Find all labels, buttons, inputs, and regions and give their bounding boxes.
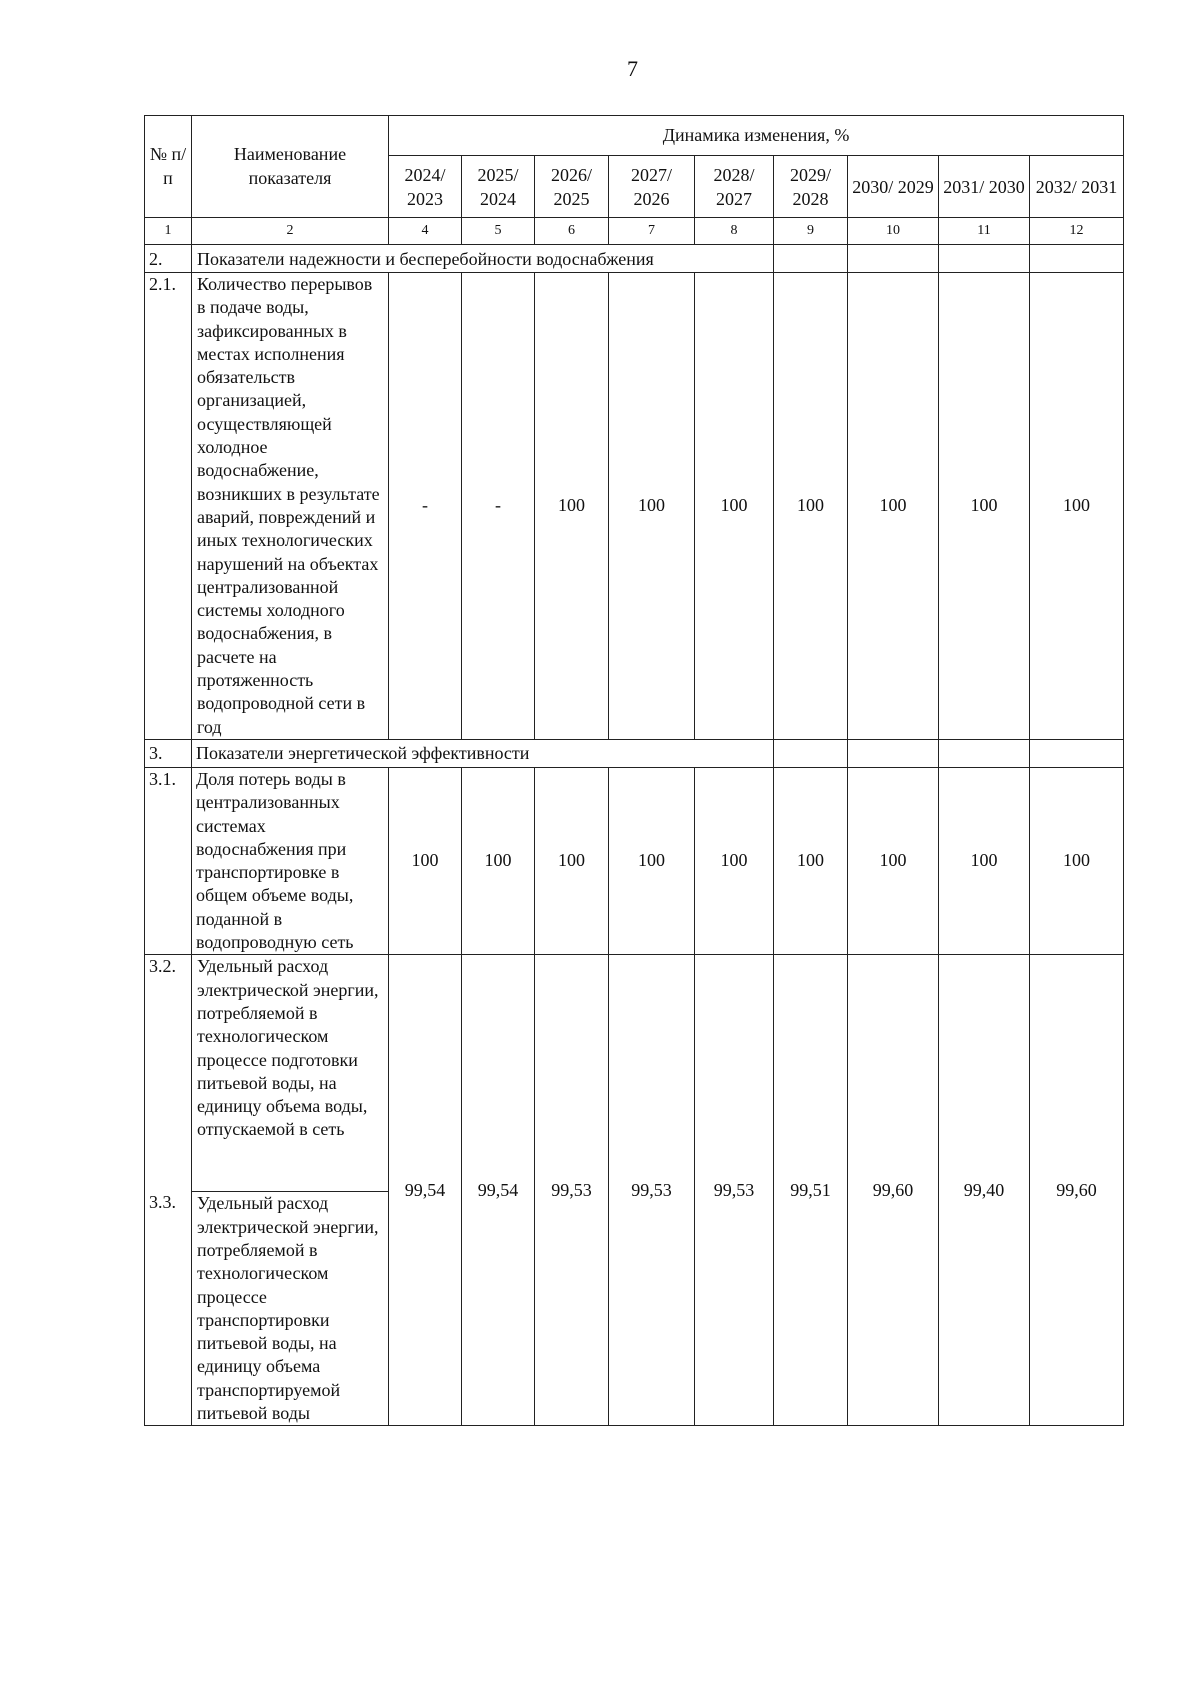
row-3-1-value: 100 [848,767,939,954]
row-3-1 [145,767,1124,954]
row-2-1-value: 100 [774,273,848,740]
row-3-1-value: 100 [609,767,695,954]
row-3-1-value: 100 [695,767,774,954]
column-number: 1 [145,218,192,245]
header-year: 2024/ 2023 [389,156,462,218]
header-year: 2027/ 2026 [609,156,695,218]
row-3-1-value: 100 [1030,767,1124,954]
rows-3-2-3-3-nums [145,955,192,1426]
row-3-2-name: Удельный расход электрической энергии, потребляемой в технологическом процессе подготовки питьевой воды, на единицу объема воды, отпускаемой в сеть [197,956,379,1140]
row-3-1-num: 3.1. [145,767,192,954]
row-3-3-name: Удельный расход электрической энергии, потребляемой в технологическом процессе транспортировки питьевой воды, на единицу объема транспортируемой питьевой воды [192,1191,388,1425]
column-number: 10 [848,218,939,245]
row-3-1-value: 100 [939,767,1030,954]
row-2-1-value: - [389,273,462,740]
section-3-row [145,739,1124,767]
header-year: 2030/ 2029 [848,156,939,218]
row-2-1-value: - [462,273,535,740]
page-number: 7 [627,56,638,81]
row-3-1-value: 100 [535,767,609,954]
header-dynamics: Динамика изменения, % [389,116,1124,156]
row-3-1-value: 100 [774,767,848,954]
column-number: 12 [1030,218,1124,245]
rows-3-2-3-3-value: 99,51 [774,955,848,1426]
header-year: 2032/ 2031 [1030,156,1124,218]
empty-cell [939,739,1030,767]
column-number: 5 [462,218,535,245]
header-year: 2031/ 2030 [939,156,1030,218]
indicators-table [144,115,1124,1426]
section-3-num: 3. [145,739,192,767]
row-3-1-value: 100 [389,767,462,954]
rows-3-2-3-3-value: 99,53 [535,955,609,1426]
empty-cell [1030,245,1124,273]
rows-3-2-3-3-value: 99,60 [1030,955,1124,1426]
header-year: 2025/ 2024 [462,156,535,218]
section-2-num: 2. [145,245,192,273]
column-number: 9 [774,218,848,245]
section-2-row [145,245,1124,273]
column-numbers-row [145,218,1124,245]
header-name: Наименование показателя [192,116,389,218]
row-2-1 [145,273,1124,740]
empty-cell [939,245,1030,273]
header-year: 2026/ 2025 [535,156,609,218]
header-year: 2028/ 2027 [695,156,774,218]
row-2-1-num: 2.1. [145,273,192,740]
empty-cell [848,245,939,273]
row-3-1-value: 100 [462,767,535,954]
header-num: № п/п [145,116,192,218]
row-3-1-name: Доля потерь воды в централизованных системах водоснабжения при транспортировке в общем объеме воды, поданной в водопроводную сеть [192,767,389,954]
empty-cell [695,739,774,767]
column-number: 7 [609,218,695,245]
column-number: 8 [695,218,774,245]
column-number: 6 [535,218,609,245]
empty-cell [774,739,848,767]
rows-3-2-3-3-names [192,955,389,1426]
row-2-1-value: 100 [535,273,609,740]
row-2-1-value: 100 [939,273,1030,740]
rows-3-2-3-3-value: 99,53 [609,955,695,1426]
rows-3-2-3-3-value: 99,40 [939,955,1030,1426]
row-2-1-value: 100 [609,273,695,740]
rows-3-2-3-3-value: 99,54 [389,955,462,1426]
empty-cell [695,245,774,273]
row-3-2-num: 3.2. [149,956,176,977]
rows-3-2-3-3-value: 99,60 [848,955,939,1426]
empty-cell [848,739,939,767]
header-year: 2029/ 2028 [774,156,848,218]
row-2-1-name: Количество перерывов в подаче воды, зафиксированных в местах исполнения обязательств организацией, осуществляющей холодное водоснабжение, возникших в результате аварий, повреждений и иных технологических нарушений на объектах централизованной системы холодного водоснабжения, в расчете на протяженность водопроводной сети в год [192,273,389,740]
column-number: 11 [939,218,1030,245]
section-2-title: Показатели надежности и бесперебойности водоснабжения [192,245,695,273]
row-2-1-value: 100 [848,273,939,740]
empty-cell [774,245,848,273]
section-3-title: Показатели энергетической эффективности [192,739,695,767]
row-2-1-value: 100 [695,273,774,740]
header-row [145,116,1124,156]
row-3-3-num: 3.3. [149,1192,176,1213]
rows-3-2-3-3-value: 99,54 [462,955,535,1426]
column-number: 2 [192,218,389,245]
rows-3-2-3-3 [145,955,1124,1426]
rows-3-2-3-3-value: 99,53 [695,955,774,1426]
empty-cell [1030,739,1124,767]
column-number: 4 [389,218,462,245]
row-2-1-value: 100 [1030,273,1124,740]
